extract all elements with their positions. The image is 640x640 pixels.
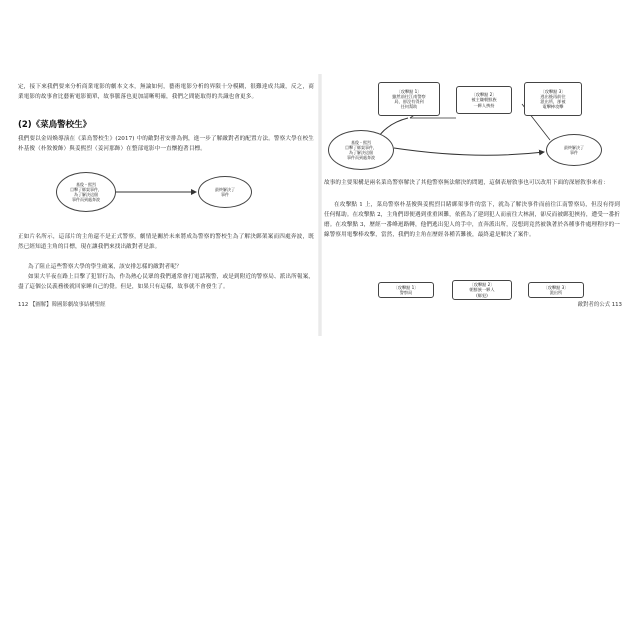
attack-point-3-box [524,82,582,116]
node-text: 為了解決這個 [349,150,373,155]
paragraph: 故事的主要架構是兩名菜鳥警察解決了其他警察無法解決的問題，這個表層敘事也可以改用下面的深層敘事來看： [324,180,609,186]
box-text: 被主嫌朝鮮族 [471,97,497,103]
box-text: 電擊棒攻擊 [542,104,564,110]
node-text: 目擊了綁架事件， [345,145,377,150]
node-text: 基俊・熙烈 [76,182,96,187]
left-page [18,82,316,330]
section-title: (2)《菜鳥警校生》 [18,120,92,130]
box-text: 朝鮮族一夥人 [469,287,495,293]
page-footer-left: 112 【圖解】韓國影劇故事結構聖經 [18,302,106,308]
protagonist-goal-diagram [36,170,296,216]
right-page [324,82,622,330]
paragraph: 我們要以金周煥導演在《菜鳥警校生》(2017) 中的敵對者安排為例，進一步了解敵對者的配置方法。警察大學在校生朴基俊（朴敘俊飾）與姜熙烈（姜河那飾）在整部電影中一直懷抱著目標。 [18,136,314,152]
book-gutter [318,74,322,336]
box-text: 〔攻擊點 2〕 [469,282,495,288]
node-text: 基俊・熙烈 [351,140,371,145]
node-text: 事件 [570,150,578,155]
box-text: (綁犯) [476,292,488,298]
protagonist-node [328,130,394,170]
paragraph: 在攻擊點 1 上，菜鳥警察朴基俊與姜熙烈目睹綁架事件的當下，就為了解決事件而前往江南警察局，但沒有得到任何幫助。在攻擊點 2，主角們即便遇到重重困難，依舊為了建到犯人而前往大林洞，卻反而被綁犯挾持，遭受一番折磨。在攻擊點 3，歷經一番峰迴路轉，他們逃出犯人的手中，直奔派出所，沒想到竟然被執著於各種事件處理程序的一線警察用電擊棒攻擊，當然，我們的主角在歷經各種苦難後，最終還是解決了案件。 [324,202,620,238]
box-text: 局，卻沒有得到 [394,99,424,104]
antagonist-diagram-detailed [324,82,622,172]
box-text: 警察局 [399,290,413,295]
node-text: 事件而到處奔波 [347,155,375,160]
box-text: 〔攻擊點 1〕 [393,284,419,290]
box-text: 雖然前往江南警察 [392,93,426,99]
box-text: 逃出後再前往 [540,93,566,99]
box-text: 〔攻擊點 2〕 [471,92,497,98]
box-text: 〔攻擊點 1〕 [396,88,422,94]
node-text: 為了解決這個 [74,192,98,197]
node-text: 最終解決了 [215,187,235,192]
goal-node [546,134,602,166]
node-text: 事件而到處奔波 [72,197,100,202]
box-text: 派出所，卻被 [540,99,566,104]
attack-point-1-box [378,282,434,298]
paragraph: 定，接下來我們要來分析商業電影的劇本文本，無論如何，藝術電影分析的界限十分模糊，很難達成共識，反之，商業電影的故事會比藝術電影簡單，故事脈落也更加請晰明確，我們之間能取得的共識也會更多。 [18,84,314,100]
box-text: 〔攻擊點 3〕 [540,88,566,94]
attack-point-1-box [378,82,440,116]
book-spread [18,82,622,330]
node-text: 事件 [221,192,229,197]
box-text: 一夥人挾持 [473,102,495,108]
page-footer-right: 敵對者的公式 113 [577,302,622,308]
paragraph: 如果大半夜在路上目擊了犯罪行為，作為熱心民眾的我們通常會打電話報警，或是到附近的警察局、派出所報案，盡了這個公民義務後就回家睡自己的覺。但是，如果只有這樣，故事就不會發生了。 [18,274,314,290]
goal-node [198,176,252,208]
box-text: 〔攻擊點 3〕 [543,284,569,290]
attack-point-2-box [456,86,512,114]
paragraph: 正如片名所示，這部片的主角還不是正式警察，劇情是關於未來將成為警察的警校生為了解決綁架案而四處奔波，既然已經知道主角的目標，現在讓我們來找出敵對者是誰。 [18,234,314,250]
attack-point-3-box [528,282,584,298]
node-text: 最終解決了 [564,145,584,150]
paragraph: 為了阻止這些警察大學的學生破案，該安排怎樣的敵對者呢？ [28,264,182,270]
node-text: 目擊了綁架事件， [70,187,102,192]
box-text: 任何幫助 [400,104,418,110]
antagonist-diagram-summary [324,280,622,300]
attack-point-2-box [452,280,512,300]
protagonist-node [56,172,116,212]
box-text: 派出所 [549,290,563,295]
